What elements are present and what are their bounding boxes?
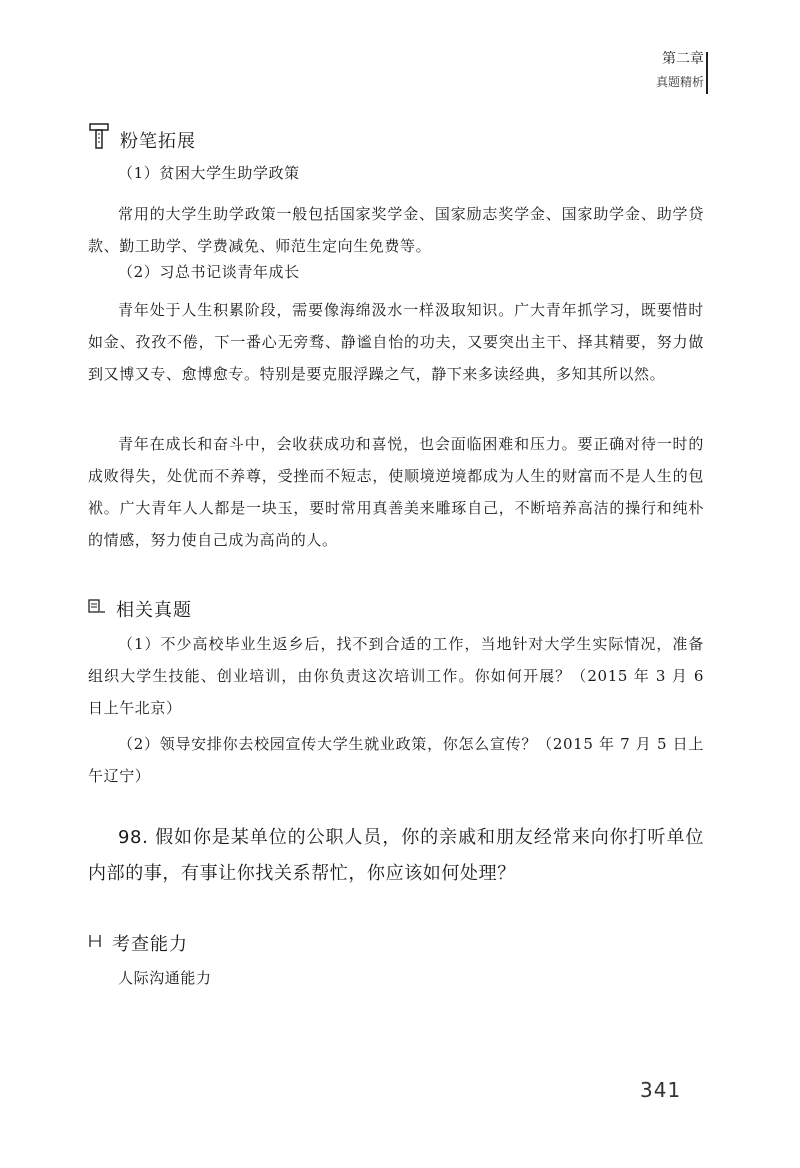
section-label: 真题精析 xyxy=(655,75,704,89)
ability-title: 考查能力 xyxy=(112,934,188,955)
ability-icon xyxy=(88,933,102,954)
extension-item1-body: 常用的大学生助学政策一般包括国家奖学金、国家励志奖学金、国家助学金、助学贷款、勤工助学、学费减免、师范生定向生免费等。 xyxy=(88,205,704,255)
ability-heading xyxy=(88,930,188,956)
extension-title: 粉笔拓展 xyxy=(120,130,196,152)
running-header xyxy=(656,50,704,90)
chalk-extension-icon xyxy=(88,122,110,157)
extension-item2-body1: 青年处于人生积累阶段，需要像海绵汲水一样汲取知识。广大青年抓学习，既要惜时如金、孜孜不倦，下一番心无旁骛、静谧自怡的功夫，又要突出主干、择其精要，努力做到又博又专、愈博愈专。特别是要克服浮躁之气，静下来多读经典，多知其所以然。 xyxy=(88,301,704,383)
chapter-label: 第二章 xyxy=(662,51,704,67)
related-question-1: （1）不少高校毕业生返乡后，找不到合适的工作，当地针对大学生实际情况，准备组织大学生技能、创业培训，由你负责这次培训工作。你如何开展？（2015 年 3 月 6 日上午北京） xyxy=(88,635,704,717)
extension-item2-heading: （2）习总书记谈青年成长 xyxy=(118,263,300,281)
related-heading xyxy=(88,596,192,622)
extension-heading xyxy=(88,122,196,157)
page-number: 341 xyxy=(640,1078,682,1102)
header-divider xyxy=(706,52,708,94)
question-98: 98. 假如你是某单位的公职人员，你的亲戚和朋友经常来向你打听单位内部的事，有事让你找关系帮忙，你应该如何处理？ xyxy=(88,827,704,884)
extension-item2-body2: 青年在成长和奋斗中，会收获成功和喜悦，也会面临困难和压力。要正确对待一时的成败得失，处优而不养尊，受挫而不短志，使顺境逆境都成为人生的财富而不是人生的包袱。广大青年人人都是一块玉，要时常用真善美来雕琢自己，不断培养高洁的操行和纯朴的情感，努力使自己成为高尚的人。 xyxy=(88,435,704,549)
extension-item1-heading: （1）贫困大学生助学政策 xyxy=(118,164,300,182)
related-question-2: （2）领导安排你去校园宣传大学生就业政策，你怎么宣传？（2015 年 7 月 5 日上午辽宁） xyxy=(88,735,704,785)
related-title: 相关真题 xyxy=(116,600,192,621)
ability-body: 人际沟通能力 xyxy=(118,969,212,987)
related-questions-icon xyxy=(88,598,106,621)
